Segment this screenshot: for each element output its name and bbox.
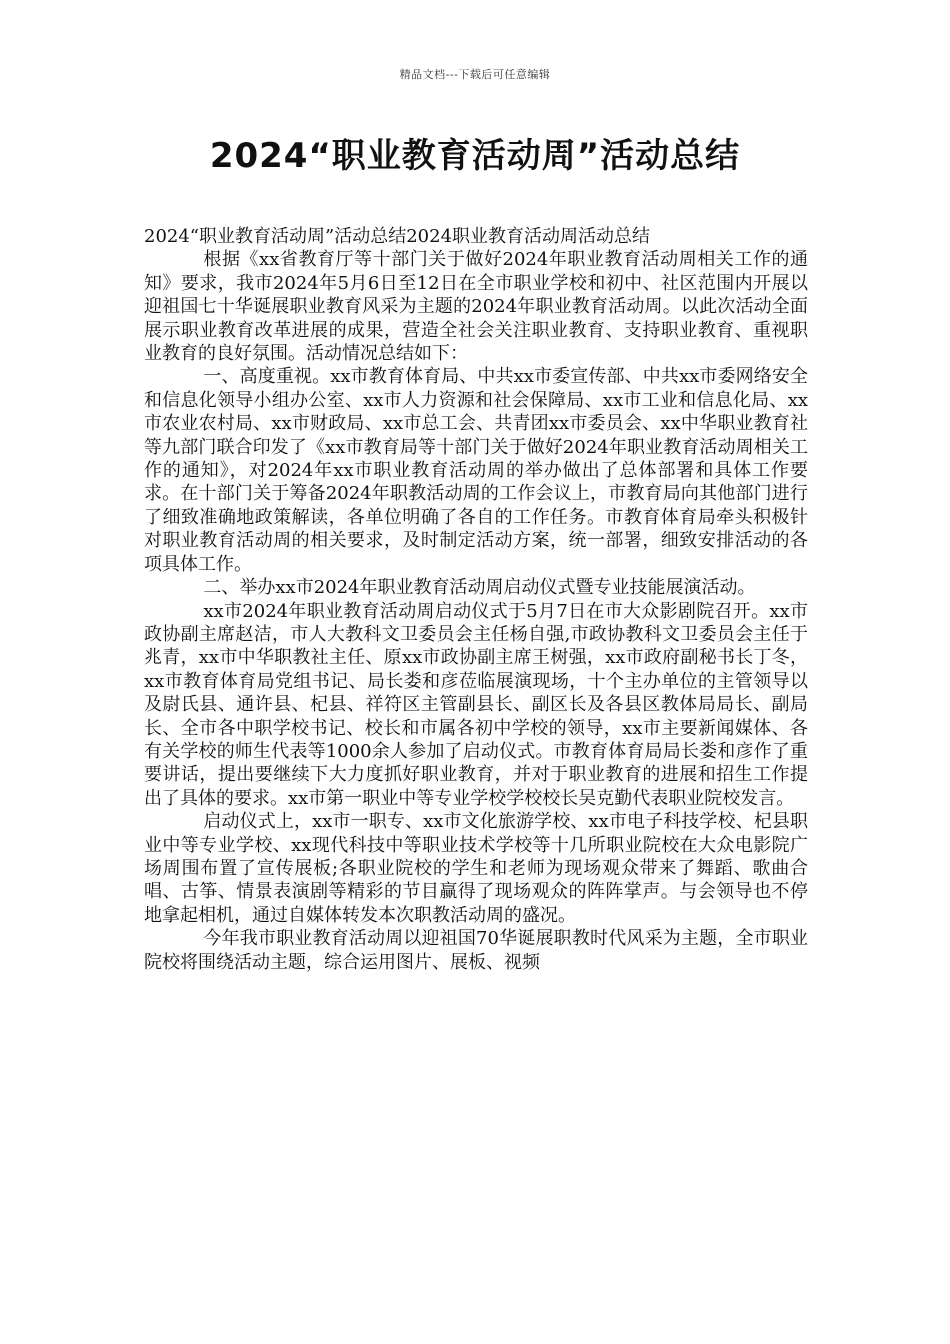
- document-title: 2024“职业教育活动周”活动总结: [209, 136, 741, 176]
- paragraph-intro: 根据《xx省教育厅等十部门关于做好2024年职业教育活动周相关工作的通知》要求，我市2024年5月6日至12日在全市职业学校和初中、社区范围内开展以迎祖国七十华诞展职业教育风采为主题的2024年职业教育活动周。以此次活动全面展示职业教育改革进展的成果，营造全社会关注职业教育、支持职业教育、重视职业教育的良好氛围。活动情况总结如下：: [144, 249, 808, 365]
- paragraph-section-2-heading: 二、举办xx市2024年职业教育活动周启动仪式暨专业技能展演活动。: [203, 577, 756, 599]
- paragraph-section-1: 一、高度重视。xx市教育体育局、中共xx市委宣传部、中共xx市委网络安全和信息化领导小组办公室、xx市人力资源和社会保障局、xx市工业和信息化局、xx市农业农村局、xx市财政局、xx市总工会、共青团xx市委员会、xx中华职业教育社等九部门联合印发了《xx市教育局等十部门关于做好2024年职业教育活动周相关工作的通知》，对2024年xx市职业教育活动周的举办做出了总体部署和具体工作要求。在十部门关于筹备2024年职教活动周的工作会议上，市教育局向其他部门进行了细致准确地政策解读，各单位明确了各自的工作任务。市教育体育局牵头积极针对职业教育活动周的相关要求，及时制定活动方案，统一部署，细致安排活动的各项具体工作。: [144, 366, 808, 575]
- paragraph-subtitle: 2024“职业教育活动周”活动总结2024职业教育活动周活动总结: [144, 226, 651, 247]
- paragraph-ceremony: xx市2024年职业教育活动周启动仪式于5月7日在市大众影剧院召开。xx市政协副主席赵洁，市人大教科文卫委员会主任杨自强,市政协教科文卫委员会主任于兆青，xx市中华职教社主任、原xx市政协副主席王树强，xx市政府副秘书长丁冬，xx市教育体育局党组书记、局长娄和彦莅临展演现场，十个主办单位的主管领导以及尉氏县、通许县、杞县、祥符区主管副县长、副区长及各县区教体局局长、副局长、全市各中职学校书记、校长和市属各初中学校的领导，xx市主要新闻媒体、各有关学校的师生代表等1000余人参加了启动仪式。市教育体育局局长娄和彦作了重要讲话，提出要继续下大力度抓好职业教育，并对于职业教育的进展和招生工作提出了具体的要求。xx市第一职业中等专业学校学校校长吴克勤代表职业院校发言。: [144, 600, 808, 809]
- paragraph-theme: 今年我市职业教育活动周以迎祖国70华诞展职教时代风采为主题，全市职业院校将围绕活动主题，综合运用图片、展板、视频: [144, 928, 808, 973]
- page-header-note: 精品文档---下载后可任意编辑: [399, 68, 551, 81]
- paragraph-exhibition: 启动仪式上，xx市一职专、xx市文化旅游学校、xx市电子科技学校、杞县职业中等专业学校、xx现代科技中等职业技术学校等十几所职业院校在大众电影院广场周围布置了宣传展板;各职业院校的学生和老师为现场观众带来了舞蹈、歌曲合唱、古筝、情景表演剧等精彩的节目赢得了现场观众的阵阵掌声。与会领导也不停地拿起相机，通过自媒体转发本次职教活动周的盛况。: [144, 811, 808, 926]
- document-body: [144, 225, 808, 974]
